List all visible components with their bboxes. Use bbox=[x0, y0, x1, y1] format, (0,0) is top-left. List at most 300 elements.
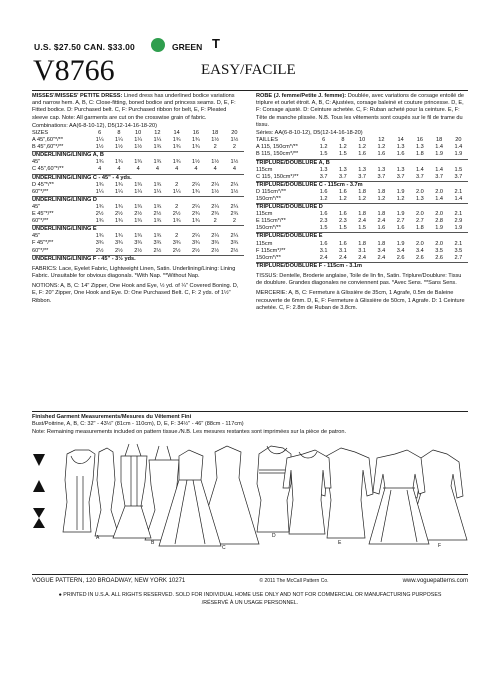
fr-yardage-cell: 1.8 bbox=[358, 188, 367, 195]
fr-yardage-cell: 1.5 bbox=[454, 166, 463, 173]
fr-yardage-row bbox=[256, 241, 468, 248]
en-yardage-cell: 1½ bbox=[230, 188, 239, 195]
fr-section-label: TRIPLURE/DOUBLURE C - 115cm - 3.7m bbox=[256, 181, 468, 189]
view-label-e: E bbox=[338, 540, 342, 546]
en-yardage-cell: 1¾ bbox=[95, 233, 104, 240]
fr-yardage-cell: 2.6 bbox=[415, 254, 424, 261]
fr-yardage-cell: 2.0 bbox=[415, 188, 424, 195]
fr-yardage-cell: 3.1 bbox=[358, 247, 367, 254]
fr-yardage-row bbox=[256, 255, 468, 263]
en-yardage-cell: 2½ bbox=[211, 247, 220, 254]
en-yardage-cell: 2¼ bbox=[230, 181, 239, 188]
fr-yardage-cell: 1.2 bbox=[319, 144, 328, 151]
en-yardage-cell: 1¾ bbox=[153, 203, 162, 210]
fr-yardage-cell: 3.7 bbox=[358, 173, 367, 180]
grade-mark: T bbox=[212, 36, 220, 51]
fr-yardage-cell: 1.6 bbox=[396, 225, 405, 232]
en-yardage-cell: 2¼ bbox=[191, 203, 200, 210]
en-yardage-cell: 3¾ bbox=[191, 240, 200, 247]
en-yardage-cell: 2½ bbox=[153, 211, 162, 218]
fr-yardage-cell: 1.6 bbox=[319, 240, 328, 247]
finished-bust: Bust/Poitrine, A, B, C: 32" - 43½" (81cm - 110cm), D, E, F: 34½" - 46" (88cm - 117cm) bbox=[32, 421, 244, 428]
fr-yardage-row bbox=[256, 218, 468, 225]
fr-yardage-cell: 1.4 bbox=[435, 195, 444, 202]
en-yardage-cell: 2 bbox=[232, 144, 236, 151]
en-size-cell: 18 bbox=[212, 130, 219, 137]
en-yardage-cell: 2½ bbox=[153, 247, 162, 254]
view-d-illustration bbox=[257, 446, 291, 532]
fr-row-label: 115cm bbox=[256, 240, 273, 247]
triangle-up-icon bbox=[33, 480, 45, 492]
fr-yardage-cell: 1.3 bbox=[377, 166, 386, 173]
rights-notice-en: ● PRINTED IN U.S.A. ALL RIGHTS RESERVED. SOLD FOR INDIVIDUAL HOME USE ONLY AND NOT FOR COMMERCIAL OR MANUFACTURING PURPOSES bbox=[58, 592, 442, 598]
en-yardage-cell: 2 bbox=[232, 218, 236, 225]
fr-section-label: TRIPLURE/DOUBLURE E bbox=[256, 233, 468, 241]
fr-yardage-row bbox=[256, 225, 468, 233]
fr-yardage-cell: 3.7 bbox=[338, 173, 347, 180]
en-yardage-cell: 1¾ bbox=[95, 218, 104, 225]
fr-yardage-cell: 1.2 bbox=[396, 195, 405, 202]
en-yardage-cell: 2¾ bbox=[191, 211, 200, 218]
fr-yardage-cell: 1.6 bbox=[377, 151, 386, 158]
en-yardage-cell: 2½ bbox=[230, 247, 239, 254]
fr-size-header-row bbox=[256, 137, 468, 144]
fr-yardage-cell: 2.0 bbox=[435, 188, 444, 195]
en-size-cell: 12 bbox=[154, 130, 161, 137]
en-yardage-cell: 2 bbox=[213, 218, 217, 225]
en-yardage-row bbox=[32, 144, 244, 152]
fr-section-row bbox=[256, 233, 468, 241]
fr-yardage-cell: 2.1 bbox=[454, 188, 463, 195]
en-yardage-cell: 2½ bbox=[95, 211, 104, 218]
fr-yardage-cell: 1.6 bbox=[338, 240, 347, 247]
fr-yardage-cell: 3.1 bbox=[338, 247, 347, 254]
en-yardage-cell: 1¾ bbox=[153, 144, 162, 151]
french-notions: MERCERIE: A, B, C: Fermeture à Glissière de 35cm, 1 Agrafe, 0.5m de Baleine recouverte de 6mm. D, E, F: Fermeture à Glissière de 50cm, 1 Agrafe. D: 1 Ceinture achetée. C, F: 2.8m de Ruban de 3.8cm. bbox=[256, 290, 465, 311]
en-yardage-row bbox=[32, 218, 244, 226]
english-column bbox=[32, 93, 244, 305]
en-yardage-cell: 1¾ bbox=[134, 159, 143, 166]
en-size-cell: 16 bbox=[192, 130, 199, 137]
en-yardage-row bbox=[32, 240, 244, 247]
en-yardage-cell: 2½ bbox=[172, 211, 181, 218]
en-yardage-cell: 1½ bbox=[211, 159, 220, 166]
fr-yardage-cell: 1.8 bbox=[358, 211, 367, 218]
en-yardage-cell: 2¾ bbox=[230, 211, 239, 218]
en-yardage-row bbox=[32, 182, 244, 189]
en-yardage-cell: 1¼ bbox=[153, 188, 162, 195]
en-yardage-cell: 4 bbox=[232, 166, 236, 173]
en-row-label: D 45"*/** bbox=[32, 181, 54, 188]
en-yardage-cell: 1¼ bbox=[153, 137, 162, 144]
en-yardage-cell: 3¾ bbox=[153, 240, 162, 247]
fr-size-cell: 6 bbox=[322, 137, 326, 144]
fr-yardage-cell: 1.8 bbox=[358, 240, 367, 247]
fr-yardage-cell: 2.3 bbox=[319, 218, 328, 225]
notch-symbols bbox=[32, 452, 46, 534]
en-size-cell: 8 bbox=[117, 130, 121, 137]
fr-size-cell: 10 bbox=[359, 137, 366, 144]
en-row-label: 45" bbox=[32, 233, 41, 240]
en-yardage-cell: 1¾ bbox=[114, 233, 123, 240]
finished-note: Note: Remaining measurements included on pattern tissue./N.B. Les mesures restantes sont imprimées sur la pièce de patron. bbox=[32, 428, 347, 435]
fr-row-label: F 115cm*/** bbox=[256, 247, 286, 254]
fr-yardage-cell: 1.2 bbox=[358, 195, 367, 202]
fr-yardage-cell: 1.3 bbox=[396, 144, 405, 151]
en-sizes-label: SIZES bbox=[32, 130, 49, 137]
fr-row-label: 115cm bbox=[256, 166, 273, 173]
garment-views bbox=[55, 440, 468, 555]
fr-yardage-cell: 1.6 bbox=[319, 211, 328, 218]
fr-row-label: D 115cm*/** bbox=[256, 188, 287, 195]
en-yardage-cell: 3¾ bbox=[230, 240, 239, 247]
en-yardage-cell: 1½ bbox=[211, 188, 220, 195]
en-yardage-cell: 2 bbox=[175, 203, 179, 210]
fr-yardage-cell: 1.3 bbox=[319, 166, 328, 173]
en-yardage-cell: 1¾ bbox=[172, 159, 181, 166]
fr-yardage-cell: 3.7 bbox=[377, 173, 386, 180]
en-yardage-row bbox=[32, 189, 244, 197]
en-section-row bbox=[32, 226, 244, 234]
en-yardage-cell: 1¾ bbox=[114, 218, 123, 225]
french-fabrics: TISSUS: Dentelle, Broderie anglaise, Toile de lin fin, Satin. Triplure/Doublure: Tissu de doublure. Grandes diagonales ne conviennent pas. *Avec Sens. **Sans Sens. bbox=[256, 272, 462, 287]
fr-row-label: 150cm*/** bbox=[256, 225, 281, 232]
fr-yardage-cell: 1.3 bbox=[358, 166, 367, 173]
view-label-b: B bbox=[151, 540, 155, 546]
en-yardage-row bbox=[32, 211, 244, 218]
en-section-label: UNDERLINING/LINING D bbox=[32, 196, 244, 204]
en-yardage-cell: 2½ bbox=[134, 211, 143, 218]
fr-yardage-cell: 1.3 bbox=[396, 166, 405, 173]
en-row-label: F 45"*/** bbox=[32, 240, 54, 247]
en-yardage-cell: 2½ bbox=[172, 247, 181, 254]
en-yardage-cell: 2¼ bbox=[230, 233, 239, 240]
en-yardage-cell: 1¾ bbox=[95, 159, 104, 166]
footer-copyright: © 2011 The McCall Pattern Co. bbox=[259, 578, 329, 584]
fr-row-label: A 115, 150cm*/** bbox=[256, 144, 298, 151]
en-section-label: UNDERLINING/LINING C - 45" - 4 yds. bbox=[32, 174, 244, 182]
en-row-label: 60"*/** bbox=[32, 188, 49, 195]
rights-notice bbox=[32, 592, 468, 607]
en-yardage-cell: 2¼ bbox=[191, 233, 200, 240]
en-yardage-cell: 3¾ bbox=[134, 240, 143, 247]
french-description: ROBE (J. femme/Petite J. femme): Doublée, avec variations de corsage entoilé de triplure et ourlet étroit. A, B, C: Ajustées, corsage baleiné et couture princesse. D, E, F: Corsage ajusté. D: Ceinture achetée. C, F: Ruban acheté pour la ceinture. E, F: Tête de manche plissée. N.B. Tous les vêtements sont coupés sur le fil de trame du tissu. bbox=[256, 93, 465, 128]
fr-yardage-row bbox=[256, 144, 468, 151]
fr-section-label: TRIPLURE/DOUBLURE D bbox=[256, 204, 468, 212]
en-yardage-cell: 1½ bbox=[191, 159, 200, 166]
fr-yardage-cell: 3.7 bbox=[454, 173, 463, 180]
en-yardage-cell: 1¾ bbox=[95, 203, 104, 210]
en-yardage-cell: 1¾ bbox=[134, 181, 143, 188]
en-size-cell: 10 bbox=[135, 130, 142, 137]
fr-yardage-cell: 1.2 bbox=[338, 144, 347, 151]
english-combinations: Combinations: AA(6-8-10-12), D5(12-14-16-18-20) bbox=[32, 122, 157, 129]
footer-address: VOGUE PATTERN, 120 BROADWAY, NEW YORK 10271 bbox=[32, 578, 186, 584]
en-yardage-cell: 1¾ bbox=[172, 144, 181, 151]
fr-yardage-cell: 1.8 bbox=[377, 240, 386, 247]
fr-yardage-cell: 3.7 bbox=[396, 173, 405, 180]
en-yardage-row bbox=[32, 159, 244, 166]
en-yardage-cell: 1¾ bbox=[95, 181, 104, 188]
fr-yardage-cell: 2.0 bbox=[415, 240, 424, 247]
en-yardage-cell: 2¼ bbox=[191, 181, 200, 188]
en-yardage-cell: 2½ bbox=[114, 211, 123, 218]
en-yardage-cell: 1¾ bbox=[134, 218, 143, 225]
fr-yardage-cell: 1.9 bbox=[454, 225, 463, 232]
en-yardage-cell: 1¾ bbox=[153, 181, 162, 188]
triangle-down-icon bbox=[33, 454, 45, 466]
en-yardage-cell: 1½ bbox=[211, 137, 220, 144]
en-yardage-cell: 1¾ bbox=[172, 218, 181, 225]
en-yardage-cell: 3¾ bbox=[211, 240, 220, 247]
fr-yardage-row bbox=[256, 151, 468, 159]
fr-yardage-cell: 1.9 bbox=[435, 151, 444, 158]
fr-size-cell: 14 bbox=[397, 137, 404, 144]
fr-yardage-cell: 1.2 bbox=[358, 144, 367, 151]
en-yardage-cell: 3¾ bbox=[172, 240, 181, 247]
fr-row-label: 115cm bbox=[256, 211, 273, 218]
rights-notice-fr: /RÉSERVÉ À UN USAGE PERSONNEL. bbox=[201, 599, 299, 606]
en-yardage-row bbox=[32, 204, 244, 211]
pattern-code: V8766 bbox=[33, 54, 115, 87]
fr-yardage-cell: 2.4 bbox=[377, 254, 386, 261]
en-yardage-cell: 1½ bbox=[230, 159, 239, 166]
english-yardage-table bbox=[32, 130, 244, 263]
fr-yardage-cell: 1.6 bbox=[396, 151, 405, 158]
en-yardage-cell: 3¾ bbox=[95, 240, 104, 247]
en-yardage-row bbox=[32, 248, 244, 256]
fr-yardage-cell: 2.0 bbox=[415, 211, 424, 218]
en-section-label: UNDERLINING/LINING F - 45" - 3½ yds. bbox=[32, 255, 244, 263]
fr-yardage-cell: 1.8 bbox=[377, 188, 386, 195]
fr-yardage-row bbox=[256, 189, 468, 196]
french-column bbox=[256, 93, 468, 312]
en-yardage-cell: 2½ bbox=[191, 247, 200, 254]
en-yardage-cell: 4 bbox=[117, 166, 121, 173]
en-yardage-cell: 1½ bbox=[230, 137, 239, 144]
fr-section-row bbox=[256, 204, 468, 212]
difficulty-title: EASY/FACILE bbox=[201, 62, 296, 78]
fr-section-row bbox=[256, 181, 468, 189]
en-section-label: UNDERLINING/LINING A, B bbox=[32, 152, 244, 160]
en-yardage-cell: 2¾ bbox=[211, 211, 220, 218]
en-yardage-cell: 1¾ bbox=[114, 181, 123, 188]
fr-yardage-cell: 1.6 bbox=[377, 225, 386, 232]
fr-yardage-cell: 2.7 bbox=[454, 254, 463, 261]
en-size-cell: 20 bbox=[231, 130, 238, 137]
en-yardage-cell: 1¼ bbox=[114, 137, 123, 144]
fr-yardage-cell: 1.6 bbox=[338, 211, 347, 218]
color-dot-icon bbox=[151, 38, 165, 52]
fr-yardage-cell: 1.9 bbox=[396, 188, 405, 195]
fr-yardage-cell: 1.8 bbox=[415, 225, 424, 232]
fr-section-label: TRIPLURE/DOUBLURE F - 115cm - 3.1m bbox=[256, 262, 468, 270]
fr-yardage-cell: 2.7 bbox=[396, 218, 405, 225]
fr-yardage-cell: 1.3 bbox=[338, 166, 347, 173]
fr-sizes-label: TAILLES bbox=[256, 137, 278, 144]
en-yardage-cell: 1¾ bbox=[153, 233, 162, 240]
fr-yardage-cell: 3.7 bbox=[415, 173, 424, 180]
en-yardage-cell: 4 bbox=[98, 166, 102, 173]
en-yardage-cell: 2 bbox=[213, 144, 217, 151]
fr-yardage-cell: 2.1 bbox=[454, 211, 463, 218]
fr-yardage-cell: 2.4 bbox=[358, 218, 367, 225]
en-size-cell: 14 bbox=[173, 130, 180, 137]
view-c-illustration bbox=[159, 446, 259, 546]
en-section-label: UNDERLINING/LINING E bbox=[32, 226, 244, 234]
en-yardage-cell: 1¾ bbox=[134, 233, 143, 240]
en-section-row bbox=[32, 196, 244, 204]
en-yardage-cell: 2 bbox=[175, 181, 179, 188]
fr-yardage-cell: 2.4 bbox=[358, 254, 367, 261]
fr-row-label: 150cm*/** bbox=[256, 195, 281, 202]
en-yardage-cell: 2½ bbox=[95, 247, 104, 254]
en-yardage-cell: 1¼ bbox=[95, 137, 104, 144]
fr-yardage-cell: 2.0 bbox=[435, 240, 444, 247]
french-combinations: Séries: AA(6-8-10-12), D5(12-14-16-18-20) bbox=[256, 130, 363, 137]
fr-yardage-cell: 1.9 bbox=[435, 225, 444, 232]
en-yardage-cell: 2½ bbox=[114, 247, 123, 254]
fr-yardage-cell: 1.4 bbox=[454, 195, 463, 202]
en-row-label: 45" bbox=[32, 203, 41, 210]
view-a-illustration bbox=[63, 448, 119, 536]
fr-yardage-row bbox=[256, 248, 468, 255]
view-f-illustration bbox=[369, 450, 467, 544]
fr-yardage-cell: 3.4 bbox=[377, 247, 386, 254]
fr-yardage-row bbox=[256, 196, 468, 204]
en-yardage-cell: 2¼ bbox=[211, 181, 220, 188]
fr-yardage-cell: 1.3 bbox=[415, 144, 424, 151]
fr-size-cell: 18 bbox=[436, 137, 443, 144]
fr-yardage-cell: 1.4 bbox=[454, 144, 463, 151]
footer-website[interactable]: www.voguepatterns.com bbox=[402, 578, 468, 584]
fr-yardage-cell: 3.5 bbox=[435, 247, 444, 254]
en-yardage-cell: 1¾ bbox=[134, 203, 143, 210]
en-yardage-cell: 4 bbox=[136, 166, 140, 173]
top-rule bbox=[32, 90, 468, 91]
en-section-row bbox=[32, 255, 244, 263]
en-yardage-cell: 1¾ bbox=[114, 203, 123, 210]
en-yardage-cell: 1¾ bbox=[191, 218, 200, 225]
fr-section-row bbox=[256, 159, 468, 167]
fr-section-label: TRIPLURE/DOUBLURE A, B bbox=[256, 159, 468, 167]
footer bbox=[32, 578, 468, 584]
fr-yardage-cell: 3.4 bbox=[396, 247, 405, 254]
fr-yardage-cell: 1.4 bbox=[415, 166, 424, 173]
fr-yardage-cell: 1.5 bbox=[358, 225, 367, 232]
view-label-d: D bbox=[272, 533, 276, 539]
en-size-cell: 6 bbox=[98, 130, 102, 137]
en-yardage-cell: 1¾ bbox=[153, 159, 162, 166]
french-yardage-table bbox=[256, 137, 468, 270]
fr-yardage-cell: 2.3 bbox=[338, 218, 347, 225]
fr-yardage-cell: 3.5 bbox=[454, 247, 463, 254]
fr-row-label: B 115, 150cm*/** bbox=[256, 151, 299, 158]
fr-yardage-cell: 2.6 bbox=[435, 254, 444, 261]
fr-yardage-cell: 1.2 bbox=[319, 195, 328, 202]
en-yardage-cell: 4 bbox=[213, 166, 217, 173]
en-yardage-cell: 4 bbox=[155, 166, 159, 173]
en-yardage-cell: 2¼ bbox=[211, 233, 220, 240]
fr-yardage-cell: 1.5 bbox=[319, 225, 328, 232]
color-label: GREEN bbox=[172, 42, 203, 52]
fr-yardage-cell: 1.8 bbox=[377, 211, 386, 218]
en-yardage-row bbox=[32, 166, 244, 174]
en-yardage-cell: 1¼ bbox=[172, 188, 181, 195]
finished-measurements bbox=[32, 414, 468, 436]
fr-row-label: C 115, 150cm*/** bbox=[256, 173, 299, 180]
fr-yardage-cell: 1.8 bbox=[415, 151, 424, 158]
en-yardage-cell: 4 bbox=[175, 166, 179, 173]
en-yardage-cell: 1¾ bbox=[191, 144, 200, 151]
fr-yardage-cell: 1.5 bbox=[338, 225, 347, 232]
fr-yardage-cell: 1.4 bbox=[435, 166, 444, 173]
fr-yardage-cell: 2.8 bbox=[435, 218, 444, 225]
hourglass-icon bbox=[33, 508, 45, 528]
fr-size-cell: 20 bbox=[455, 137, 462, 144]
fr-yardage-cell: 1.6 bbox=[319, 188, 328, 195]
bottom-rule bbox=[32, 574, 468, 575]
en-yardage-cell: 1¼ bbox=[114, 188, 123, 195]
fr-row-label: 150cm*/** bbox=[256, 254, 281, 261]
fr-yardage-cell: 2.1 bbox=[454, 240, 463, 247]
fr-size-cell: 16 bbox=[416, 137, 423, 144]
fr-row-label: E 115cm*/** bbox=[256, 218, 286, 225]
view-label-c: C bbox=[222, 545, 226, 551]
fr-yardage-cell: 2.7 bbox=[415, 218, 424, 225]
english-description: MISSES'/MISSES' PETITE DRESS: Lined dress has underlined bodice variations and narrow hem. A, B, C: Close-fitting, boned bodice and princess seams. D, E, F: Fitted bodice. D: Purchased belt. C, F: Purchased ribbon for belt, E, F: Pleated sleeve cap. Note: All garments are cut on the crosswise grain of fabric. bbox=[32, 93, 236, 121]
fr-yardage-cell: 1.9 bbox=[396, 211, 405, 218]
fr-yardage-cell: 3.1 bbox=[319, 247, 328, 254]
en-yardage-cell: 1½ bbox=[134, 144, 143, 151]
view-label-a: A bbox=[96, 535, 100, 541]
fr-yardage-cell: 1.9 bbox=[396, 240, 405, 247]
en-yardage-cell: 1¾ bbox=[191, 188, 200, 195]
fr-yardage-cell: 1.2 bbox=[377, 144, 386, 151]
en-yardage-cell: 1½ bbox=[114, 144, 123, 151]
view-e-illustration bbox=[283, 448, 373, 538]
view-label-f: F bbox=[438, 543, 442, 549]
fr-yardage-cell: 3.7 bbox=[435, 173, 444, 180]
fr-yardage-cell: 3.7 bbox=[319, 173, 328, 180]
en-yardage-cell: 1¼ bbox=[134, 137, 143, 144]
fr-yardage-cell: 1.4 bbox=[435, 144, 444, 151]
en-yardage-cell: 1¼ bbox=[95, 188, 104, 195]
fr-yardage-cell: 3.4 bbox=[415, 247, 424, 254]
fr-yardage-cell: 1.9 bbox=[454, 151, 463, 158]
fr-size-cell: 12 bbox=[378, 137, 385, 144]
en-yardage-cell: 1¾ bbox=[114, 159, 123, 166]
en-yardage-cell: 2 bbox=[175, 233, 179, 240]
fr-section-row bbox=[256, 262, 468, 270]
en-row-label: 60"*/** bbox=[32, 218, 49, 225]
en-yardage-cell: 2½ bbox=[134, 247, 143, 254]
en-yardage-cell: 4 bbox=[194, 166, 198, 173]
fr-yardage-cell: 1.2 bbox=[338, 195, 347, 202]
en-yardage-cell: 1½ bbox=[95, 144, 104, 151]
fr-yardage-cell: 2.0 bbox=[435, 211, 444, 218]
fr-yardage-cell: 2.4 bbox=[377, 218, 386, 225]
fr-yardage-cell: 1.6 bbox=[358, 151, 367, 158]
fr-yardage-row bbox=[256, 167, 468, 174]
en-yardage-cell: 1¾ bbox=[172, 137, 181, 144]
fr-yardage-cell: 2.4 bbox=[338, 254, 347, 261]
fr-yardage-cell: 2.4 bbox=[319, 254, 328, 261]
english-fabrics: FABRICS: Lace, Eyelet Fabric, Lightweight Linen, Satin. Underlining/Lining: Lining Fabric. Unsuitable for obvious diagonals. *With Nap. **Without Nap. bbox=[32, 265, 236, 279]
fr-yardage-cell: 2.6 bbox=[396, 254, 405, 261]
fr-yardage-cell: 2.9 bbox=[454, 218, 463, 225]
middle-rule bbox=[32, 411, 468, 412]
